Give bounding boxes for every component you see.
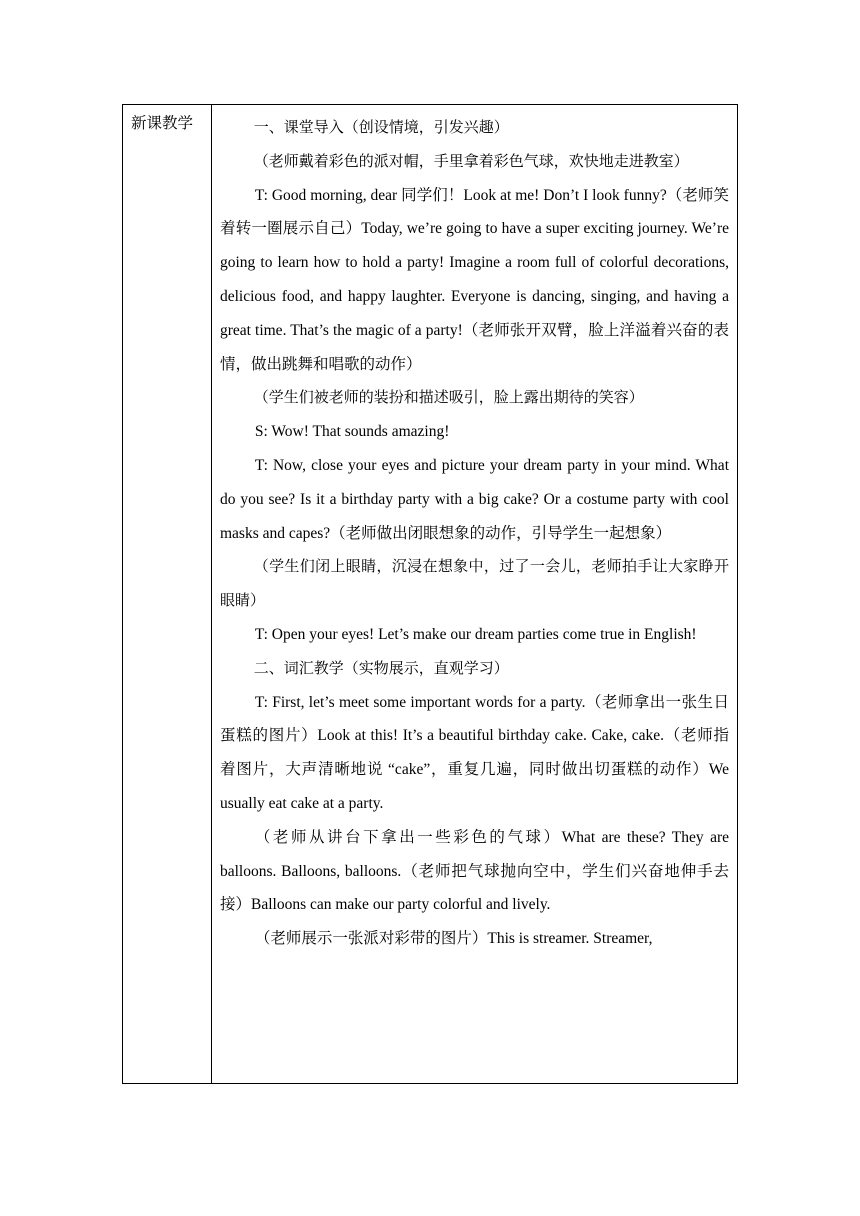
teacher-dialogue: （老师展示一张派对彩带的图片）This is streamer. Streamer,: [254, 930, 653, 948]
section-heading-intro: 一、课堂导入（创设情境，引发兴趣）: [253, 118, 509, 136]
teacher-dialogue: T: First, let’s meet some important words for a party.（老师拿出一张生日蛋糕的图片）Look at this! It’s a beautiful birthday cake. Cake, cake.（老师指着图片，大声清晰地说 “cake”，重复几遍，同时做出切蛋糕的动作）We usually eat cake at a party.: [220, 693, 729, 812]
teacher-dialogue: T: Now, close your eyes and picture your dream party in your mind. What do you see? Is it a birthday party with a big cake? Or a costume party with cool masks and capes?（老师做出闭眼想象的动作，引导学生一起想象）: [220, 456, 729, 542]
teacher-dialogue: T: Good morning, dear 同学们！Look at me! Don’t I look funny?（老师笑着转一圈展示自己）Today, we’re going to have a super exciting journey. We’re going to learn how to hold a party! Imagine a room full of colorful decorations, delicious food, and happy laughter. Everyone is dancing, singing, and having a great time. That’s the magic of a party!（老师张开双臂，脸上洋溢着兴奋的表情，做出跳舞和唱歌的动作）: [220, 186, 729, 373]
stage-direction: （学生们被老师的装扮和描述吸引，脸上露出期待的笑容）: [253, 388, 644, 407]
stage-direction: （老师戴着彩色的派对帽，手里拿着彩色气球，欢快地走进教室）: [253, 151, 689, 170]
teacher-dialogue: （老师从讲台下拿出一些彩色的气球）What are these? They are balloons. Balloons, balloons.（老师把气球抛向空中，学生们兴奋地伸手去接）Balloons can make our party colorful and lively.: [220, 828, 729, 914]
teacher-dialogue: T: Open your eyes! Let’s make our dream parties come true in English!: [254, 625, 697, 643]
student-dialogue: S: Wow! That sounds amazing!: [254, 423, 450, 441]
section-label: 新课教学: [131, 114, 194, 132]
lesson-content-cell: [212, 105, 737, 1083]
section-label-cell: [123, 105, 212, 1083]
stage-direction: （学生们闭上眼睛，沉浸在想象中，过了一会儿，老师拍手让大家睁开眼睛）: [220, 557, 729, 610]
lesson-table: [122, 104, 738, 1084]
section-heading-vocabulary: 二、词汇教学（实物展示，直观学习）: [253, 658, 509, 677]
